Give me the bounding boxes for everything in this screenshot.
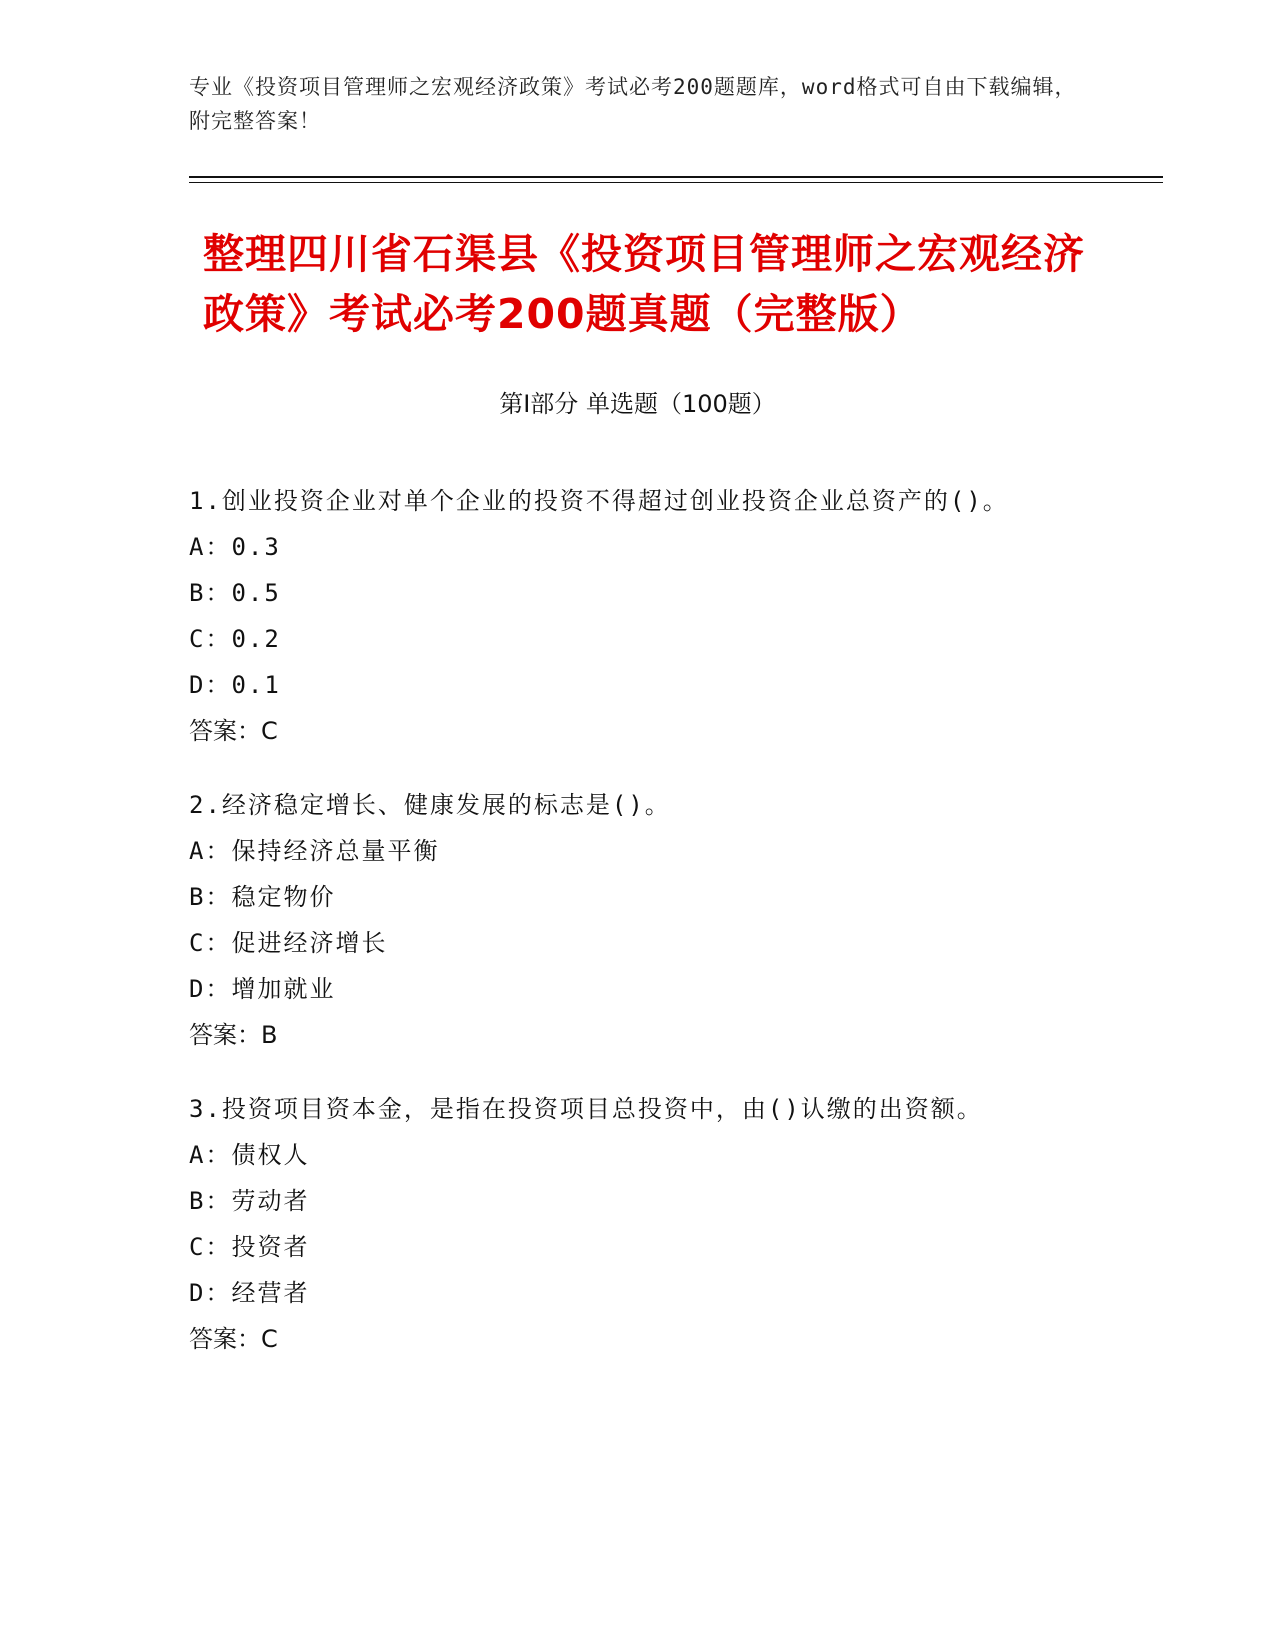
option-b: B：劳动者 <box>189 1187 310 1215</box>
header-rule-thick <box>189 176 1163 178</box>
answer: 答案：C <box>189 1325 278 1353</box>
question-stem: 1.创业投资企业对单个企业的投资不得超过创业投资企业总资产的()。 <box>189 487 1009 515</box>
option-a: A：保持经济总量平衡 <box>189 837 440 865</box>
option-a: A：债权人 <box>189 1141 310 1169</box>
option-a: A：0.3 <box>189 533 281 561</box>
option-c: C：投资者 <box>189 1233 310 1261</box>
option-d: D：经营者 <box>189 1279 310 1307</box>
question-list <box>189 478 1069 1390</box>
header-note: 专业《投资项目管理师之宏观经济政策》考试必考200题题库，word格式可自由下载编辑，附完整答案！ <box>189 75 1077 133</box>
answer: 答案：B <box>189 1021 278 1049</box>
option-c: C：0.2 <box>189 625 281 653</box>
question-1 <box>189 478 1069 754</box>
header-rule-thin <box>189 182 1163 183</box>
answer: 答案：C <box>189 717 278 745</box>
question-stem: 2.经济稳定增长、健康发展的标志是()。 <box>189 791 671 819</box>
question-2 <box>189 782 1069 1058</box>
option-c: C：促进经济增长 <box>189 929 388 957</box>
option-b: B：0.5 <box>189 579 281 607</box>
option-d: D：增加就业 <box>189 975 336 1003</box>
section-heading: 第I部分 单选题（100题） <box>499 390 776 418</box>
question-stem: 3.投资项目资本金，是指在投资项目总投资中，由()认缴的出资额。 <box>189 1095 983 1123</box>
document-title: 整理四川省石渠县《投资项目管理师之宏观经济政策》考试必考200题真题（完整版） <box>203 230 1085 338</box>
question-3 <box>189 1086 1069 1362</box>
option-d: D：0.1 <box>189 671 281 699</box>
option-b: B：稳定物价 <box>189 883 336 911</box>
